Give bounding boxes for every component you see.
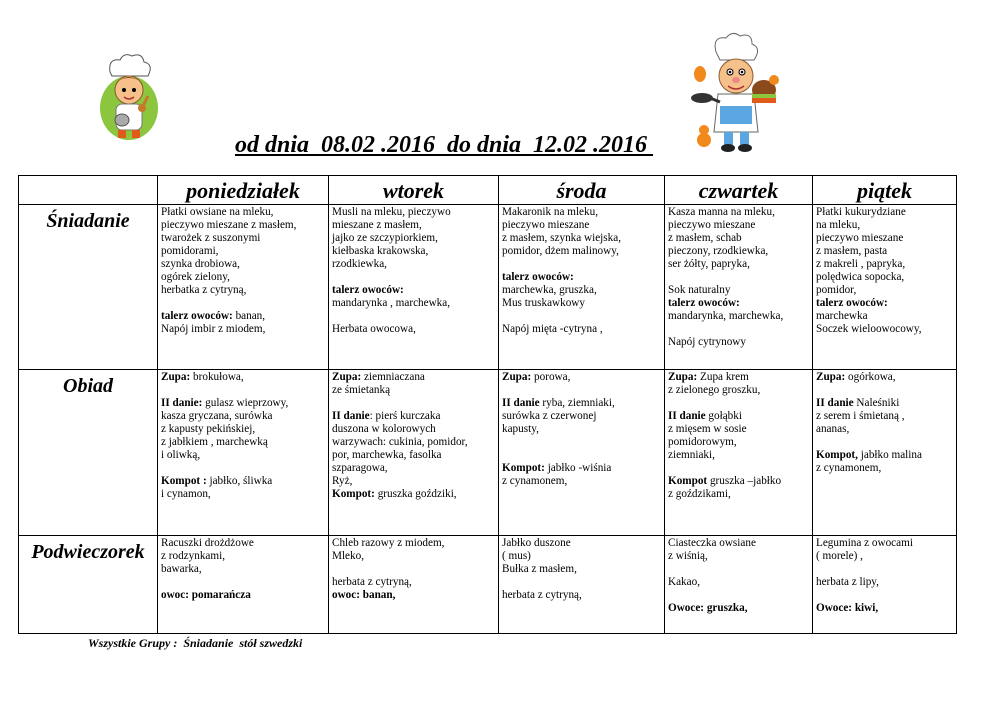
menu-text (502, 537, 661, 576)
spacer (816, 384, 953, 397)
footer-note: Wszystkie Grupy : Śniadanie stół szwedzki (88, 636, 303, 650)
menu-cell (158, 536, 329, 634)
meal-label: Obiad (19, 370, 158, 536)
menu-text (816, 537, 953, 563)
menu-text (332, 323, 495, 336)
header-row (19, 176, 957, 205)
menu-cell (329, 536, 499, 634)
menu-item-text: ziemniaczana ze śmietanką (332, 371, 425, 396)
spacer (816, 589, 953, 602)
menu-text (816, 206, 953, 297)
menu-item-text: Herbata owocowa, (332, 323, 416, 335)
menu-item-label: Zupa: (332, 371, 362, 383)
corner-cell (19, 176, 158, 205)
spacer (668, 563, 809, 576)
menu-item-text: gulasz wieprzowy, kasza gryczana, surówka z kapusty pekińskiej, z jabłkiem , marchewką i oliwką, (161, 397, 289, 461)
menu-item-text: mandarynka, marchewka, (668, 310, 784, 322)
menu-text (161, 310, 325, 336)
menu-item-text: Płatki kukurydziane na mleku, pieczywo mieszane z masłem, pasta z makreli , papryka, polędwica sopocka, pomidor, (816, 206, 906, 296)
menu-text (332, 284, 495, 310)
menu-text (502, 397, 661, 436)
spacer (502, 384, 661, 397)
menu-cell (329, 205, 499, 370)
menu-item-text: Napój mięta -cytryna , (502, 323, 603, 335)
menu-cell (499, 370, 665, 536)
menu-text (332, 206, 495, 271)
menu-item-text: ogórkowa, (845, 371, 896, 383)
menu-text (668, 206, 809, 271)
menu-item-text: Sok naturalny (668, 284, 731, 296)
menu-text (502, 323, 661, 336)
menu-item-label: Zupa: (161, 371, 191, 383)
menu-item-text: Kasza manna na mleku, pieczywo mieszane z masłem, schab pieczony, rzodkiewka, ser żółty, papryka, (668, 206, 775, 270)
day-header: poniedziałek (158, 176, 329, 205)
menu-text (332, 371, 495, 397)
menu-cell (158, 205, 329, 370)
page-title: od dnia 08.02 .2016 do dnia 12.02 .2016 (235, 132, 654, 158)
menu-text (161, 589, 325, 602)
spacer (332, 563, 495, 576)
menu-cell (499, 536, 665, 634)
menu-text (502, 371, 661, 384)
menu-text (668, 475, 809, 501)
menu-text (668, 576, 809, 589)
menu-item-text: jabłko -wiśnia z cynamonem, (502, 462, 612, 487)
menu-text (502, 462, 661, 488)
menu-item-label: Owoce: gruszka, (668, 602, 748, 614)
menu-item-label: talerz owoców: (502, 271, 574, 283)
menu-item-label: II danie (816, 397, 854, 409)
menu-text (816, 602, 953, 615)
menu-cell (665, 205, 813, 370)
menu-item-label: talerz owoców: (668, 297, 740, 309)
menu-item-text: gruszka goździki, (374, 488, 457, 500)
menu-text (668, 336, 809, 349)
menu-item-text: ryba, ziemniaki, surówka z czerwonej kapusty, (502, 397, 615, 435)
menu-item-text: jabłko, śliwka i cynamon, (161, 475, 273, 500)
menu-text (161, 537, 325, 576)
menu-item-text: marchewka, gruszka, Mus truskawkowy (502, 284, 597, 309)
menu-text (332, 576, 495, 589)
menu-item-label: II danie (332, 410, 370, 422)
spacer (161, 384, 325, 397)
spacer (502, 310, 661, 323)
menu-item-label: Owoce: kiwi, (816, 602, 879, 614)
menu-item-label: Zupa: (816, 371, 846, 383)
menu-item-text: Płatki owsiane na mleku, pieczywo mieszane z masłem, twarożek z suszonymi pomidorami, szynka drobiowa, ogórek zielony, herbatka z cytryną, (161, 206, 297, 296)
menu-cell (813, 370, 957, 536)
spacer (668, 323, 809, 336)
menu-text (332, 488, 495, 501)
menu-text (668, 410, 809, 462)
menu-item-label: Zupa: (502, 371, 532, 383)
meal-row (19, 370, 957, 536)
menu-item-label: talerz owoców: (816, 297, 888, 309)
menu-text (332, 537, 495, 563)
spacer (502, 576, 661, 589)
spacer (502, 258, 661, 271)
menu-item-label: II danie (502, 397, 540, 409)
menu-item-text: Ciasteczka owsiane z wiśnią, (668, 537, 756, 562)
menu-item-text: Legumina z owocami ( morele) , (816, 537, 913, 562)
menu-text (161, 475, 325, 501)
menu-text (332, 589, 495, 602)
menu-cell (158, 370, 329, 536)
menu-text (502, 206, 661, 258)
menu-item-label: II danie (668, 410, 706, 422)
spacer (668, 462, 809, 475)
menu-item-label: Kompot, (816, 449, 858, 461)
menu-item-text: banan, Napój imbir z miodem, (161, 310, 266, 335)
spacer (668, 397, 809, 410)
menu-item-text: herbata z cytryną, (332, 576, 412, 588)
menu-item-label: II danie: (161, 397, 203, 409)
menu-cell (499, 205, 665, 370)
menu-item-label: Kompot (668, 475, 708, 487)
spacer (816, 436, 953, 449)
menu-text (816, 371, 953, 384)
menu-text (161, 371, 325, 384)
spacer (161, 297, 325, 310)
menu-item-label: Kompot: (502, 462, 545, 474)
menu-item-label: Kompot : (161, 475, 207, 487)
menu-item-text: brokułowa, (190, 371, 244, 383)
day-header: środa (499, 176, 665, 205)
menu-item-label: Kompot: (332, 488, 375, 500)
menu-item-text: jabłko malina z cynamonem, (816, 449, 922, 474)
menu-cell (665, 536, 813, 634)
spacer (332, 271, 495, 284)
menu-item-label: owoc: pomarańcza (161, 589, 251, 601)
menu-item-text: Chleb razowy z miodem, Mleko, (332, 537, 445, 562)
menu-text (668, 602, 809, 615)
menu-text (668, 297, 809, 323)
meal-label: Podwieczorek (19, 536, 158, 634)
day-header: czwartek (665, 176, 813, 205)
menu-text (816, 449, 953, 475)
chef-mascot-right-icon (690, 32, 780, 154)
menu-text (502, 271, 661, 310)
menu-cell (813, 205, 957, 370)
menu-item-text: gruszka –jabłko z goździkami, (668, 475, 782, 500)
menu-item-label: Zupa: (668, 371, 698, 383)
menu-item-text: marchewka Soczek wieloowocowy, (816, 310, 922, 335)
spacer (332, 397, 495, 410)
menu-item-text: Naleśniki z serem i śmietaną , ananas, (816, 397, 905, 435)
menu-item-text: Zupa krem z zielonego groszku, (668, 371, 761, 396)
menu-text (161, 206, 325, 297)
spacer (161, 576, 325, 589)
menu-cell (665, 370, 813, 536)
menu-item-label: talerz owoców: (161, 310, 233, 322)
menu-item-text: Racuszki drożdżowe z rodzynkami, bawarka, (161, 537, 254, 575)
menu-item-text: porowa, (531, 371, 571, 383)
menu-cell (813, 536, 957, 634)
menu-text (668, 284, 809, 297)
menu-text (332, 410, 495, 488)
meal-row (19, 205, 957, 370)
spacer (332, 310, 495, 323)
chef-mascot-left-icon (98, 50, 160, 142)
spacer (816, 563, 953, 576)
menu-text (668, 371, 809, 397)
menu-item-text: herbata z cytryną, (502, 589, 582, 601)
meal-label: Śniadanie (19, 205, 158, 370)
menu-text (161, 397, 325, 462)
menu-text (816, 576, 953, 589)
spacer (668, 589, 809, 602)
menu-item-text: Musli na mleku, pieczywo mieszane z masłem, jajko ze szczypiorkiem, kiełbaska krakowska, rzodkiewka, (332, 206, 451, 270)
menu-table (18, 175, 957, 634)
menu-item-text: Kakao, (668, 576, 700, 588)
meal-row (19, 536, 957, 634)
menu-item-text: Jabłko duszone ( mus) Bułka z masłem, (502, 537, 577, 575)
menu-item-label: owoc: banan, (332, 589, 396, 601)
menu-cell (329, 370, 499, 536)
day-header: wtorek (329, 176, 499, 205)
menu-item-text: mandarynka , marchewka, (332, 297, 451, 309)
menu-text (502, 589, 661, 602)
spacer (502, 449, 661, 462)
spacer (668, 271, 809, 284)
menu-item-text: Napój cytrynowy (668, 336, 746, 348)
menu-item-text: Makaronik na mleku, pieczywo mieszane z masłem, szynka wiejska, pomidor, dżem malinowy, (502, 206, 621, 257)
menu-item-text: herbata z lipy, (816, 576, 879, 588)
menu-text (668, 537, 809, 563)
spacer (502, 436, 661, 449)
spacer (161, 462, 325, 475)
menu-item-label: talerz owoców: (332, 284, 404, 296)
day-header: piątek (813, 176, 957, 205)
menu-text (816, 397, 953, 436)
menu-item-text: gołąbki z mięsem w sosie pomidorowym, ziemniaki, (668, 410, 747, 461)
menu-text (816, 297, 953, 336)
menu-item-text: : pierś kurczaka duszona w kolorowych warzywach: cukinia, pomidor, por, marchewka, fasolka szparagowa, Ryż, (332, 410, 468, 487)
